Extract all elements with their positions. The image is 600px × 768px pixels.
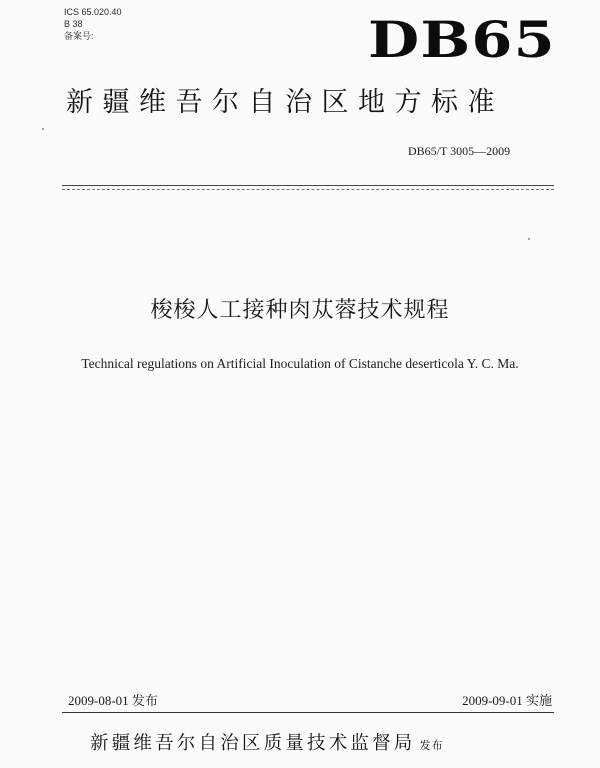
issuing-authority: [90, 732, 444, 758]
implementation-date: 2009-09-01 实施: [462, 693, 552, 708]
issuer-suffix: 发布: [419, 739, 444, 752]
header-divider-dashed: [62, 189, 554, 190]
filing-number-label: 备案号:: [64, 31, 94, 41]
issuer-name: 新疆维吾尔自治区质量技术监督局: [90, 733, 416, 754]
category-code: B 38: [64, 19, 83, 29]
db65-logo: DB65: [368, 10, 556, 69]
release-date: 2009-08-01 发布: [68, 693, 158, 708]
standard-number: DB65/T 3005—2009: [408, 144, 511, 158]
document-title-english: Technical regulations on Artificial Inoculation of Cistanche deserticola Y. C. Ma.: [81, 356, 519, 371]
region-standard-heading: 新疆维吾尔自治区地方标准: [66, 87, 504, 118]
scan-speck: [528, 238, 530, 240]
scan-speck: [42, 128, 44, 130]
header-divider: [62, 185, 554, 186]
classification-block: [64, 6, 122, 42]
ics-code: ICS 65.020.40: [64, 7, 122, 17]
footer-divider: [62, 712, 554, 713]
document-title-chinese: 梭梭人工接种肉苁蓉技术规程: [150, 298, 450, 323]
